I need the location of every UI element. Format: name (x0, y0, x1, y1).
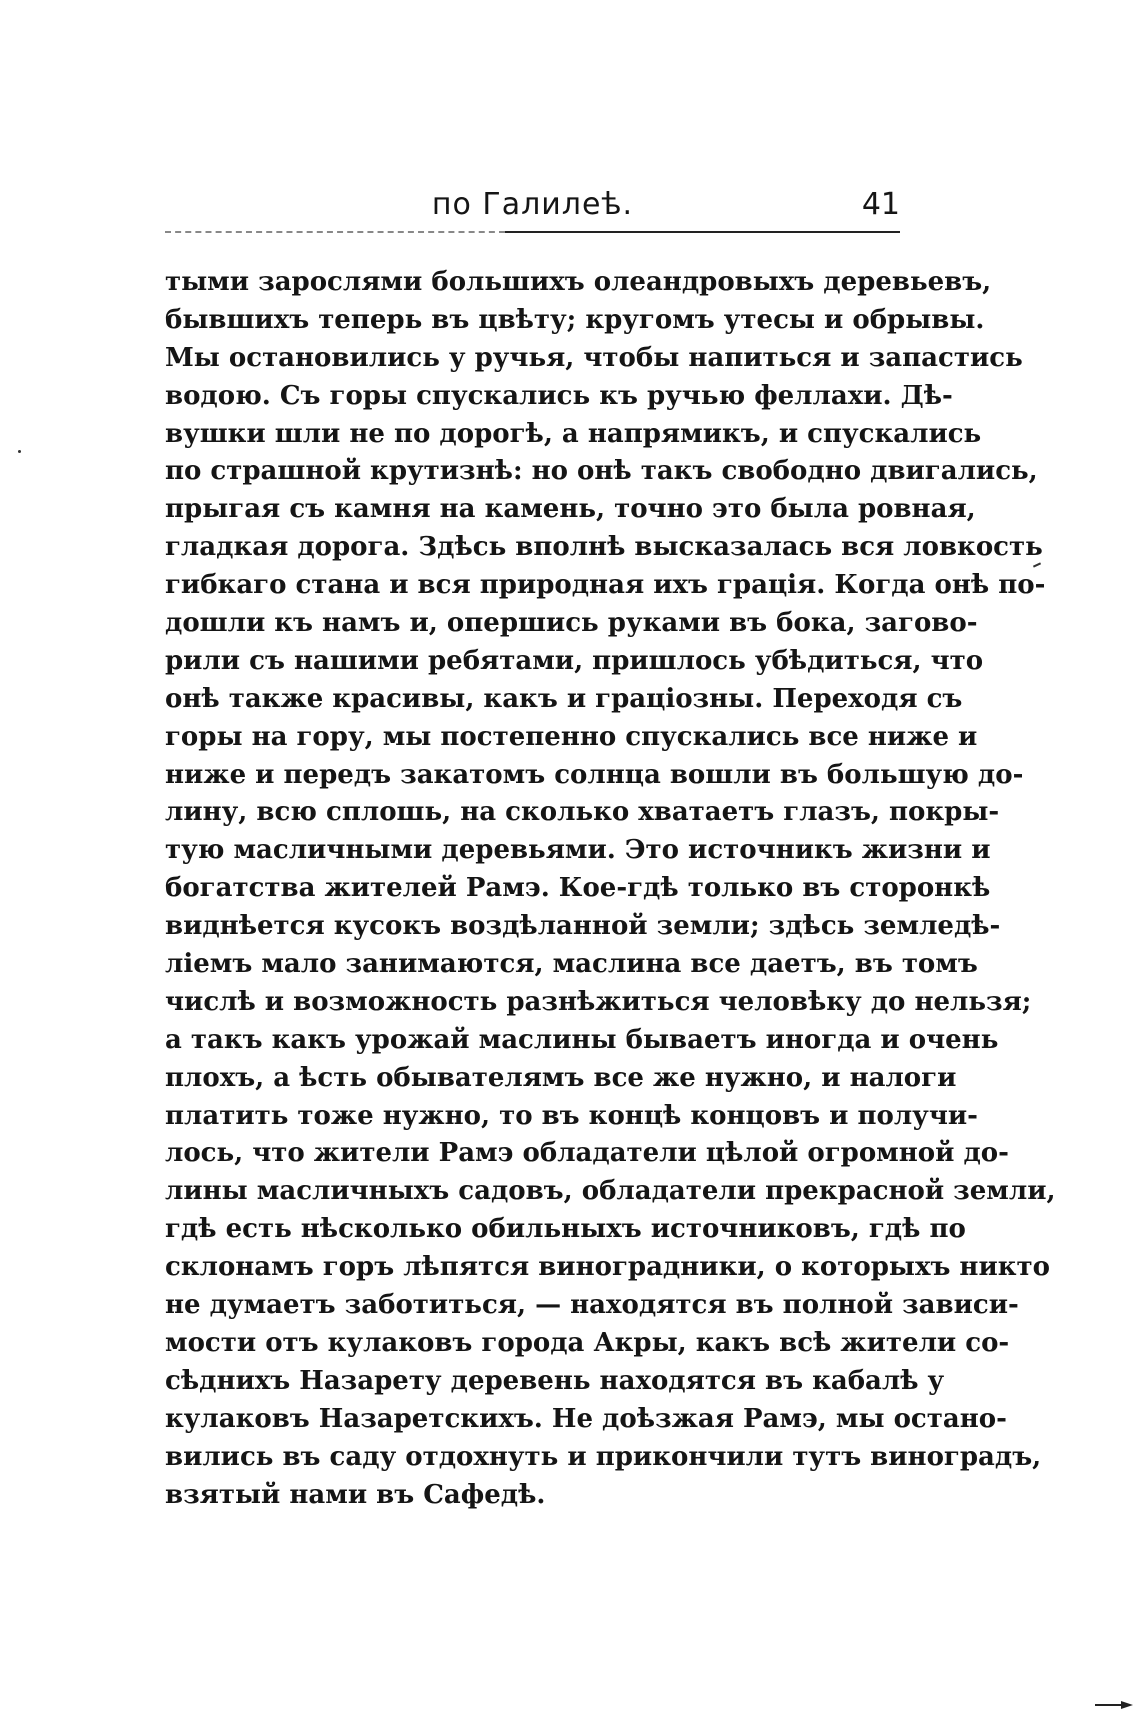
text-line: онѣ также красивы, какъ и граціозны. Переходя съ (165, 683, 963, 714)
text-line: дошли къ намъ и, опершись руками въ бока, загово- (165, 608, 978, 639)
text-line: прыгая съ камня на камень, точно это была ровная, (165, 494, 976, 525)
running-head (165, 188, 900, 228)
text-line: мости отъ кулаковъ города Акры, какъ всѣ жители со- (165, 1327, 1010, 1358)
page-number: 41 (861, 187, 900, 222)
scan-edge-arrow (1095, 1700, 1135, 1710)
text-line: тую масличными деревьями. Это источникъ жизни и (165, 835, 991, 866)
text-line: ниже и передъ закатомъ солнца вошли въ большую до- (165, 759, 1024, 790)
text-line: лину, всю сплошь, на сколько хватаетъ глазъ, покры- (165, 797, 1000, 828)
text-line: по страшной крутизнѣ: но онѣ такъ свободно двигались, (165, 456, 1038, 487)
text-line: Мы остановились у ручья, чтобы напиться и запастись (165, 342, 1023, 373)
text-line: лины масличныхъ садовъ, обладатели прекрасной земли, (165, 1176, 1056, 1207)
text-line: водою. Съ горы спускались къ ручью феллахи. Дѣ- (165, 380, 953, 411)
text-line: виднѣется кусокъ воздѣланной земли; здѣсь земледѣ- (165, 911, 1001, 942)
text-line: лось, что жители Рамэ обладатели цѣлой огромной до- (165, 1138, 1009, 1169)
scan-speck (18, 450, 21, 453)
text-line: вились въ саду отдохнуть и прикончили тутъ виноградъ, (165, 1441, 1042, 1472)
text-line: а такъ какъ урожай маслины бываетъ иногда и очень (165, 1024, 999, 1055)
scan-speck (1033, 562, 1041, 567)
text-line: гладкая дорога. Здѣсь вполнѣ высказалась вся ловкость (165, 532, 1043, 563)
text-line: платить тоже нужно, то въ концѣ концовъ и получи- (165, 1100, 978, 1131)
body-text (165, 264, 1056, 1514)
text-line: не думаетъ заботиться, — находятся въ полной зависи- (165, 1290, 1019, 1321)
text-line: гдѣ есть нѣсколько обильныхъ источниковъ, гдѣ по (165, 1214, 966, 1245)
text-line: сѣднихъ Назарету деревень находятся въ кабалѣ у (165, 1365, 945, 1396)
text-line: тыми зарослями большихъ олеандровыхъ деревьевъ, (165, 267, 992, 297)
text-line: плохъ, а ѣсть обывателямъ все же нужно, и налоги (165, 1062, 957, 1093)
text-line: бывшихъ теперь въ цвѣту; кругомъ утесы и обрывы. (165, 304, 985, 335)
header-rule-broken (165, 231, 505, 233)
text-line: рили съ нашими ребятами, пришлось убѣдиться, что (165, 645, 984, 676)
text-line: ліемъ мало занимаются, маслина все даетъ, въ томъ (165, 949, 978, 980)
running-title: по Галилеѣ. (431, 187, 634, 222)
text-line: горы на гору, мы постепенно спускались все ниже и (165, 721, 978, 752)
text-line: вушки шли не по дорогѣ, а напрямикъ, и спускались (165, 418, 982, 449)
text-line: богатства жителей Рамэ. Кое-гдѣ только въ сторонкѣ (165, 873, 991, 904)
text-line: числѣ и возможность разнѣжиться человѣку до нельзя; (165, 986, 1032, 1017)
text-line: склонамъ горъ лѣпятся виноградники, о которыхъ никто (165, 1252, 1050, 1283)
text-line: гибкаго стана и вся природная ихъ грація. Когда онѣ по- (165, 570, 1046, 601)
text-line: кулаковъ Назаретскихъ. Не доѣзжая Рамэ, мы остано- (165, 1403, 1007, 1434)
text-line: взятый нами въ Сафедѣ. (165, 1479, 546, 1510)
